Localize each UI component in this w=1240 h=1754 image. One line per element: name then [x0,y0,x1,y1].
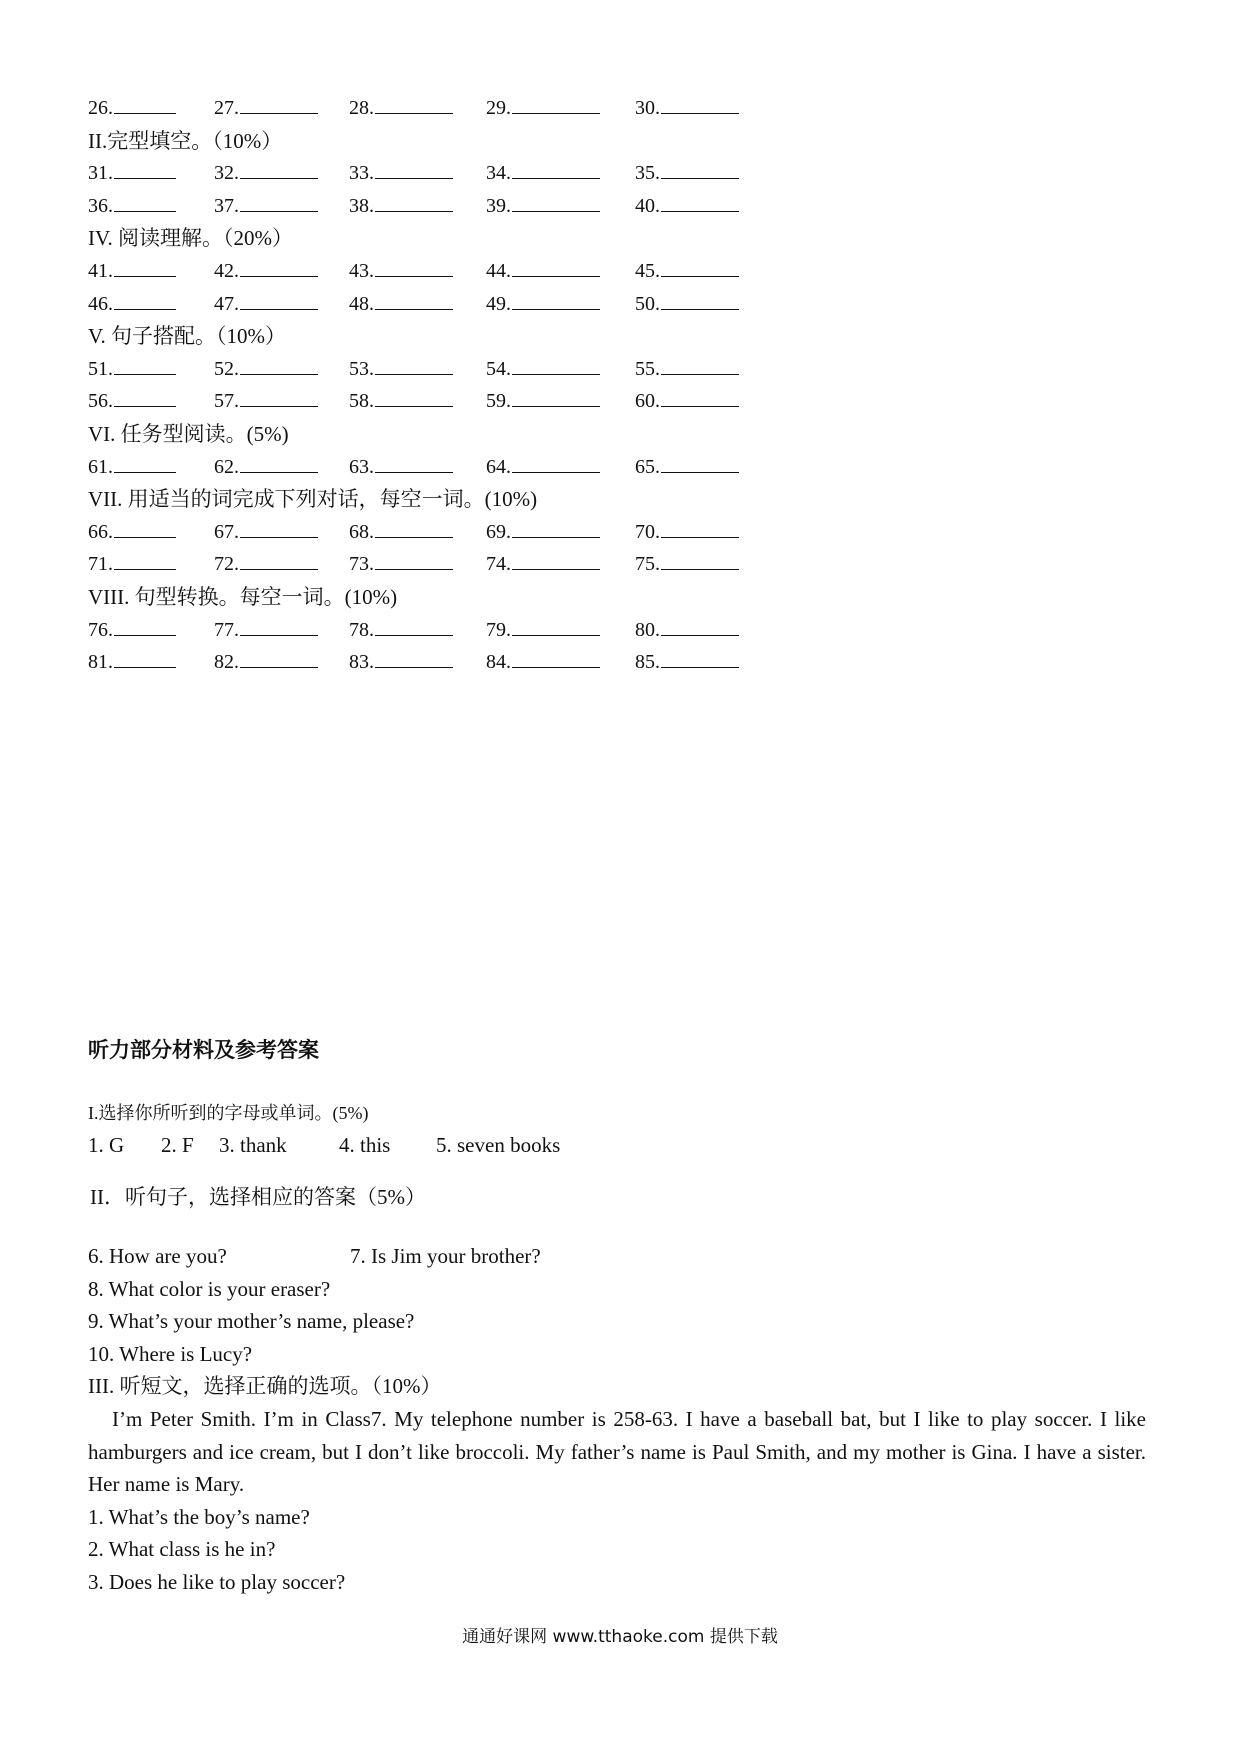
answer-cell [88,92,176,125]
answer-blank[interactable] [661,158,739,179]
footer-text: 通通好课网 www.tthaoke.com 提供下载 [462,1627,778,1647]
answer-blank[interactable] [240,191,318,212]
answer-cell [214,288,318,321]
answer-cell [349,614,453,647]
answer-cell [214,190,318,223]
answer-blank[interactable] [240,289,318,310]
question-8: 8. What color is your eraser? [88,1276,331,1301]
answer-blank[interactable] [375,158,453,179]
question-number: 54. [486,357,511,380]
section-heading: VII. 用适当的词完成下列对话，每空一词。(10%) [88,487,538,512]
part3-heading: III. 听短文，选择正确的选项。（10%） [88,1374,442,1399]
part3-question: 1. What’s the boy’s name? [88,1504,310,1529]
answer-cell [88,385,176,418]
part1-answer: 5. seven books [436,1133,561,1157]
answer-blank[interactable] [375,549,453,570]
answer-cell [635,92,739,125]
question-number: 45. [635,259,660,282]
answer-row [88,92,788,125]
answer-cell [88,288,176,321]
answer-blank[interactable] [512,549,600,570]
answer-blank[interactable] [375,354,453,375]
answer-blank[interactable] [661,93,739,114]
part1-answers [88,1128,1168,1162]
question-number: 49. [486,292,511,315]
answer-blank[interactable] [661,386,739,407]
answer-cell [486,190,600,223]
question-number: 33. [349,162,374,185]
question-9: 9. What’s your mother’s name, please? [88,1309,415,1334]
answer-blank[interactable] [375,93,453,114]
answer-blank[interactable] [375,517,453,538]
answer-cell [349,646,453,679]
question-number: 55. [635,357,660,380]
question-number: 57. [214,390,239,413]
answer-cell [635,255,739,288]
question-number: 84. [486,651,511,674]
question-number: 80. [635,618,660,641]
section-heading: IV. 阅读理解。（20%） [88,226,293,251]
answer-row [88,614,788,647]
answer-blank[interactable] [240,354,318,375]
answer-blank[interactable] [375,452,453,473]
answer-blank[interactable] [512,647,600,668]
listening-passage: I’m Peter Smith. I’m in Class7. My telephone number is 258-63. I have a baseball bat, but I like to play soccer. I like hamburgers and ice cream, but I don’t like broccoli. My father’s name is Paul Smith, and my mother is Gina. I have a sister. Her name is Mary. [88,1406,1146,1497]
answer-cell [214,548,318,581]
question-number: 48. [349,292,374,315]
answer-blank[interactable] [114,452,176,473]
answer-blank[interactable] [114,256,176,277]
answer-blank[interactable] [240,549,318,570]
part2-heading: II．听句子，选择相应的答案（5%） [90,1185,426,1209]
answer-cell [349,385,453,418]
question-number: 46. [88,292,113,315]
answer-cell [214,92,318,125]
part1-answer: 1. G [88,1133,125,1157]
listening-section [88,1032,1168,1599]
question-10: 10. Where is Lucy? [88,1341,253,1366]
question-number: 51. [88,357,113,380]
answer-cell [635,614,739,647]
answer-cell [349,157,453,190]
answer-cell [214,385,318,418]
answer-blank[interactable] [512,615,600,636]
question-number: 32. [214,162,239,185]
answer-blank[interactable] [240,93,318,114]
answer-blank[interactable] [661,615,739,636]
answer-row [88,646,788,679]
question-number: 41. [88,259,113,282]
question-number: 60. [635,390,660,413]
question-number: 35. [635,162,660,185]
answer-cell [486,157,600,190]
answer-blank[interactable] [240,386,318,407]
question-number: 42. [214,259,239,282]
question-number: 73. [349,553,374,576]
question-number: 27. [214,97,239,119]
answer-blank[interactable] [240,256,318,277]
answer-cell [635,190,739,223]
question-number: 63. [349,455,374,478]
listening-title: 听力部分材料及参考答案 [88,1038,319,1062]
answer-row [88,353,788,386]
answer-cell [486,255,600,288]
question-number: 56. [88,390,113,413]
answer-row [88,385,788,418]
answer-blank[interactable] [240,452,318,473]
answer-cell [88,614,176,647]
answer-sheet [88,92,788,679]
question-number: 34. [486,162,511,185]
answer-blank[interactable] [114,93,176,114]
question-number: 68. [349,520,374,543]
question-number: 40. [635,194,660,217]
question-number: 39. [486,194,511,217]
question-number: 53. [349,357,374,380]
answer-cell [486,353,600,386]
question-number: 37. [214,194,239,217]
answer-blank[interactable] [375,191,453,212]
answer-row [88,516,788,549]
question-number: 75. [635,553,660,576]
question-number: 69. [486,520,511,543]
question-number: 79. [486,618,511,641]
question-number: 67. [214,520,239,543]
question-number: 74. [486,553,511,576]
answer-blank[interactable] [240,158,318,179]
question-number: 31. [88,162,113,185]
question-number: 29. [486,97,511,119]
answer-blank[interactable] [114,158,176,179]
answer-blank[interactable] [240,647,318,668]
question-number: 36. [88,194,113,217]
answer-blank[interactable] [661,517,739,538]
question-number: 64. [486,455,511,478]
section-heading: VI. 任务型阅读。(5%) [88,421,289,446]
question-line [88,1240,1168,1273]
answer-cell [486,288,600,321]
part3-question: 2. What class is he in? [88,1537,276,1562]
answer-blank[interactable] [661,289,739,310]
answer-cell [635,516,739,549]
answer-cell [486,646,600,679]
question-number: 58. [349,390,374,413]
question-number: 70. [635,520,660,543]
answer-cell [214,516,318,549]
question-number: 59. [486,390,511,413]
question-number: 30. [635,97,660,119]
answer-blank[interactable] [512,452,600,473]
answer-cell [214,646,318,679]
answer-blank[interactable] [661,452,739,473]
answer-cell [88,353,176,386]
answer-cell [349,288,453,321]
question-7: 7. Is Jim your brother? [350,1244,541,1268]
answer-blank[interactable] [375,647,453,668]
answer-blank[interactable] [114,549,176,570]
answer-cell [349,255,453,288]
answer-blank[interactable] [114,191,176,212]
answer-cell [88,190,176,223]
answer-cell [88,255,176,288]
question-number: 44. [486,259,511,282]
answer-blank[interactable] [114,386,176,407]
answer-blank[interactable] [661,549,739,570]
answer-cell [349,516,453,549]
section-heading: II.完型填空。（10%） [88,128,283,153]
answer-row [88,288,788,321]
answer-cell [349,548,453,581]
question-number: 78. [349,618,374,641]
question-number: 77. [214,618,239,641]
part2-questions [88,1240,1168,1599]
answer-blank[interactable] [661,647,739,668]
answer-cell [88,516,176,549]
question-number: 50. [635,292,660,315]
answer-row [88,190,788,223]
answer-blank[interactable] [512,158,600,179]
question-number: 38. [349,194,374,217]
answer-blank[interactable] [114,517,176,538]
answer-blank[interactable] [512,289,600,310]
answer-row [88,255,788,288]
answer-cell [635,451,739,484]
question-number: 72. [214,553,239,576]
answer-blank[interactable] [512,386,600,407]
answer-cell [486,92,600,125]
answer-cell [635,646,739,679]
answer-cell [486,614,600,647]
answer-blank[interactable] [661,354,739,375]
answer-cell [349,451,453,484]
answer-blank[interactable] [114,289,176,310]
question-number: 85. [635,651,660,674]
answer-blank[interactable] [114,615,176,636]
answer-blank[interactable] [240,615,318,636]
answer-cell [349,92,453,125]
part1-heading: I.选择你所听到的字母或单词。(5%) [88,1103,369,1123]
question-number: 71. [88,553,113,576]
answer-cell [214,614,318,647]
question-number: 82. [214,651,239,674]
answer-cell [88,157,176,190]
question-number: 65. [635,455,660,478]
question-number: 26. [88,97,113,119]
answer-cell [88,548,176,581]
answer-blank[interactable] [114,647,176,668]
section-heading: V. 句子搭配。（10%） [88,324,286,349]
question-number: 47. [214,292,239,315]
answer-blank[interactable] [512,256,600,277]
question-6: 6. How are you? [88,1244,227,1268]
answer-blank[interactable] [512,93,600,114]
part1-answer: 2. F [161,1133,194,1157]
answer-cell [635,548,739,581]
answer-blank[interactable] [375,386,453,407]
part3-question: 3. Does he like to play soccer? [88,1569,346,1594]
answer-row [88,451,788,484]
answer-blank[interactable] [375,615,453,636]
question-number: 66. [88,520,113,543]
answer-cell [88,451,176,484]
question-number: 62. [214,455,239,478]
question-number: 61. [88,455,113,478]
question-number: 43. [349,259,374,282]
answer-cell [214,157,318,190]
answer-blank[interactable] [512,354,600,375]
part1-answer: 3. thank [219,1133,287,1157]
answer-cell [635,385,739,418]
answer-cell [486,548,600,581]
question-number: 52. [214,357,239,380]
answer-cell [88,646,176,679]
question-number: 81. [88,651,113,674]
answer-cell [486,451,600,484]
answer-blank[interactable] [114,354,176,375]
answer-blank[interactable] [375,289,453,310]
answer-cell [349,353,453,386]
answer-cell [635,288,739,321]
answer-cell [486,385,600,418]
answer-cell [635,353,739,386]
answer-blank[interactable] [661,256,739,277]
answer-blank[interactable] [661,191,739,212]
answer-blank[interactable] [375,256,453,277]
question-number: 76. [88,618,113,641]
section-heading: VIII. 句型转换。每空一词。(10%) [88,584,398,609]
answer-cell [214,451,318,484]
answer-blank[interactable] [240,517,318,538]
answer-cell [486,516,600,549]
answer-cell [349,190,453,223]
question-number: 83. [349,651,374,674]
answer-blank[interactable] [512,191,600,212]
answer-row [88,548,788,581]
answer-cell [635,157,739,190]
part1-answer: 4. this [339,1133,391,1157]
question-number: 28. [349,97,374,119]
answer-cell [214,255,318,288]
answer-cell [214,353,318,386]
answer-blank[interactable] [512,517,600,538]
answer-row [88,157,788,190]
